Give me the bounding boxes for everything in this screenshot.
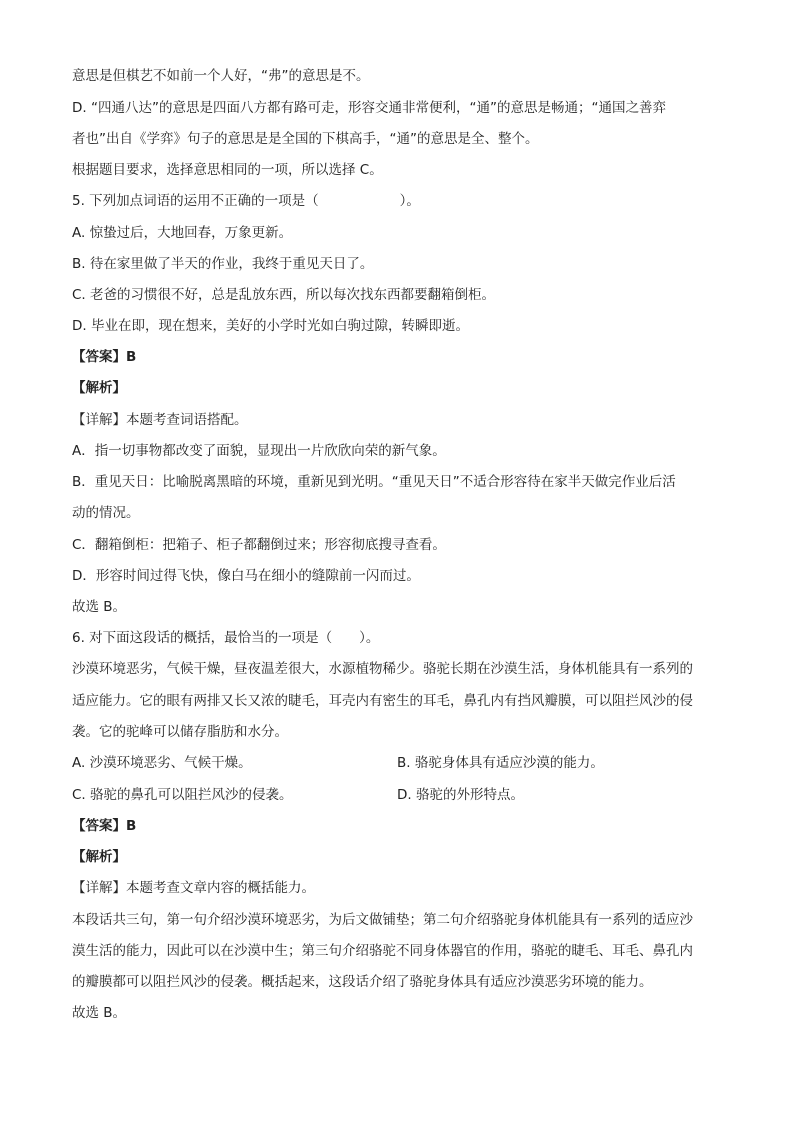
text-line: D. “四通八达”的意思是四面八方都有路可走，形容交通非常便利，“通”的意思是畅通；“通国之善弈 xyxy=(72,100,666,116)
detail-line: 【详解】本题考查词语搭配。 xyxy=(72,412,248,428)
option-c: C. 骆驼的鼻孔可以阻拦风沙的侵袭。 xyxy=(72,787,293,803)
text-line: 的瓣膜都可以阻拦风沙的侵袭。概括起来，这段话介绍了骆驼身体具有适应沙漠恶劣环境的能力。 xyxy=(72,974,653,990)
text-line: C．翻箱倒柜：把箱子、柜子都翻倒过来；形容彻底搜寻查看。 xyxy=(72,537,446,553)
option-a: A. 惊蛰过后，大地回春，万象更新。 xyxy=(72,225,293,241)
detail-line: 【详解】本题考查文章内容的概括能力。 xyxy=(72,880,315,896)
question-5: 5. 下列加点词语的运用不正确的一项是（ ）。 xyxy=(72,193,420,209)
text-line: 者也”出自《学弈》句子的意思是是全国的下棋高手，“通”的意思是全、整个。 xyxy=(72,131,539,147)
option-a: A. 沙漠环境恶劣、气候干燥。 xyxy=(72,755,252,771)
option-b: B. 骆驼身体具有适应沙漠的能力。 xyxy=(397,755,604,771)
text-line: 根据题目要求，选择意思相同的一项，所以选择 C。 xyxy=(72,162,383,178)
text-line: 故选 B。 xyxy=(72,1005,127,1021)
answer-label: 【答案】B xyxy=(72,349,137,365)
text-line: D．形容时间过得飞快，像白马在细小的缝隙前一闪而过。 xyxy=(72,568,420,584)
options-row xyxy=(72,753,722,773)
answer-label: 【答案】B xyxy=(72,818,137,834)
text-line: 动的情况。 xyxy=(72,505,140,521)
passage-line: 沙漠环境恶劣，气候干燥，昼夜温差很大，水源植物稀少。骆驼长期在沙漠生活，身体机能具有一系列的 xyxy=(72,661,693,677)
option-b: B. 待在家里做了半天的作业，我终于重见天日了。 xyxy=(72,256,374,272)
text-line: 漠生活的能力，因此可以在沙漠中生；第三句介绍骆驼不同身体器官的作用，骆驼的睫毛、耳毛、鼻孔内 xyxy=(72,943,693,959)
option-d: D. 骆驼的外形特点。 xyxy=(397,787,524,803)
text-line: B．重见天日：比喻脱离黑暗的环境，重新见到光明。“重见天日”不适合形容待在家半天做完作业后活 xyxy=(72,474,676,490)
analysis-label: 【解析】 xyxy=(72,849,126,865)
option-c: C. 老爸的习惯很不好，总是乱放东西，所以每次找东西都要翻箱倒柜。 xyxy=(72,287,496,303)
text-line: 本段话共三句，第一句介绍沙漠环境恶劣，为后文做铺垫；第二句介绍骆驼身体机能具有一系列的适应沙 xyxy=(72,912,693,928)
options-row xyxy=(72,785,722,805)
question-6: 6. 对下面这段话的概括，最恰当的一项是（ ）。 xyxy=(72,630,380,646)
text-line: 意思是但棋艺不如前一个人好，“弗”的意思是不。 xyxy=(72,68,370,84)
text-line: 故选 B。 xyxy=(72,599,127,615)
text-line: A．指一切事物都改变了面貌，显现出一片欣欣向荣的新气象。 xyxy=(72,443,446,459)
passage-line: 袭。它的驼峰可以储存脂肪和水分。 xyxy=(72,724,288,740)
passage-line: 适应能力。它的眼有两排又长又浓的睫毛，耳壳内有密生的耳毛，鼻孔内有挡风瓣膜，可以阻拦风沙的侵 xyxy=(72,693,693,709)
option-d: D. 毕业在即，现在想来，美好的小学时光如白驹过隙，转瞬即逝。 xyxy=(72,318,469,334)
analysis-label: 【解析】 xyxy=(72,380,126,396)
